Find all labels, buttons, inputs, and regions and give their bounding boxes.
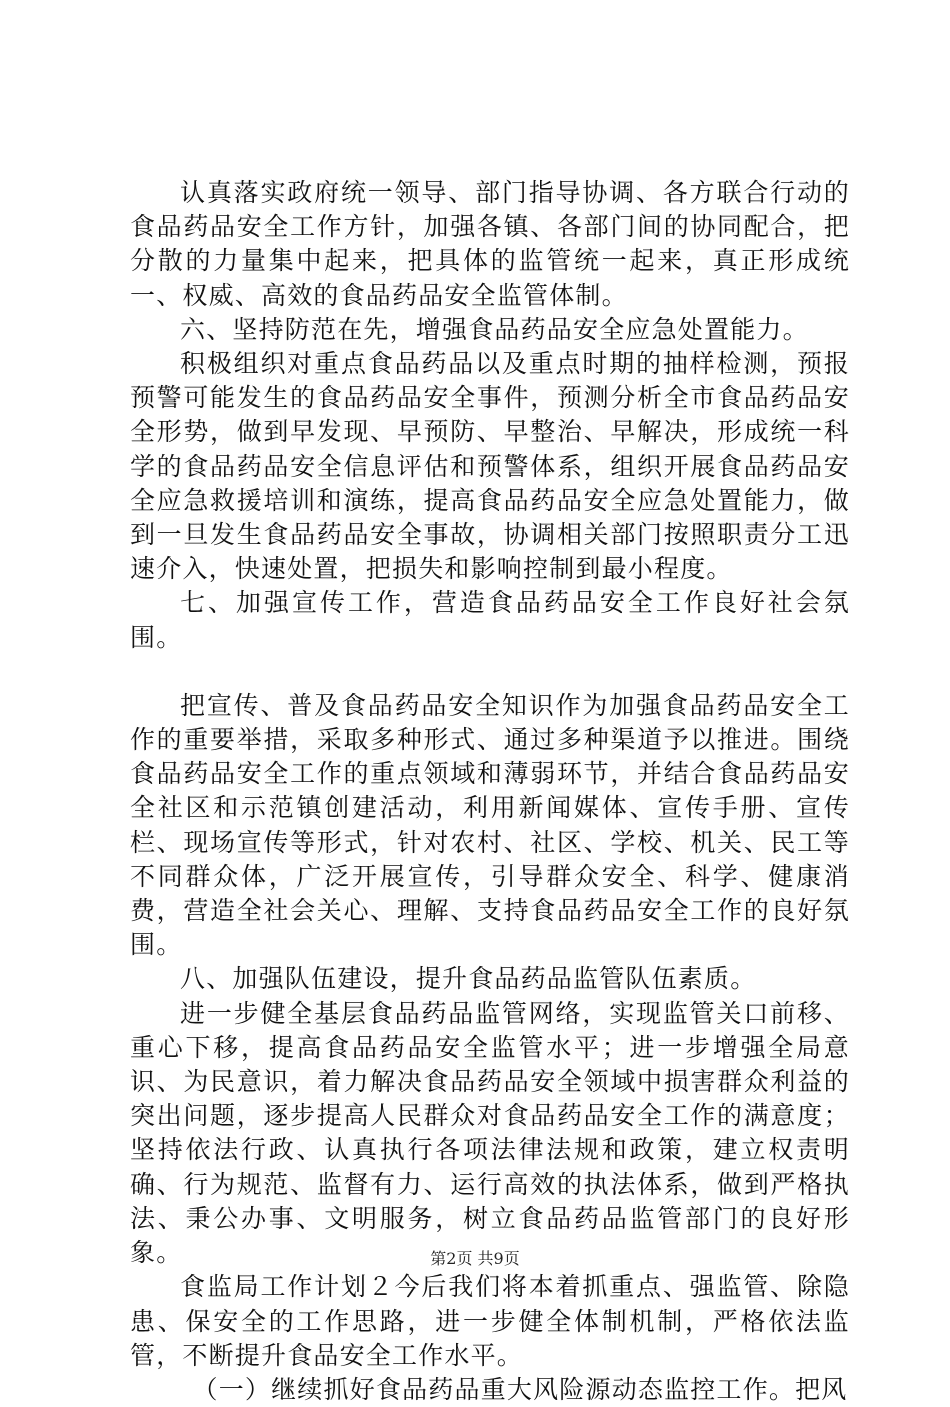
heading-six-emergency: 六、坚持防范在先，增强食品药品安全应急处置能力。 bbox=[180, 314, 809, 344]
paragraph-sampling-warning: 积极组织对重点食品药品以及重点时期的抽样检测，预报预警可能发生的食品药品安全事件，预测分析全市食品药品安全形势，做到早发现、早预防、早整治、早解决，形成统一科学的食品药品安全信息评估和预警体系，组织开展食品药品安全应急救援培训和演练，提高食品药品安全应急处置能力，做到一旦发生食品药品安全事故，协调相关部门按照职责分工迅速介入，快速处置，把损失和影响控制到最小程度。 bbox=[130, 349, 850, 584]
paragraph-supervision-system: 认真落实政府统一领导、部门指导协调、各方联合行动的食品药品安全工作方针，加强各镇、各部门间的协同配合，把分散的力量集中起来，把具体的监管统一起来，真正形成统一、权威、高效的食品药品安全监管体制。 bbox=[130, 178, 850, 310]
paragraph-team-building: 进一步健全基层食品药品监管网络，实现监管关口前移、重心下移，提高食品药品安全监管水平；进一步增强全局意识、为民意识，着力解决食品药品安全领域中损害群众利益的突出问题，逐步提高人民群众对食品药品安全工作的满意度；坚持依法行政、认真执行各项法律法规和政策，建立权责明确、行为规范、监督有力、运行高效的执法体系，做到严格执法、秉公办事、文明服务，树立食品药品监管部门的良好形象。 bbox=[130, 998, 850, 1268]
document-body bbox=[130, 176, 850, 1407]
paragraph-risk-monitoring: （一）继续抓好食品药品重大风险源动态监控工作。把风 bbox=[192, 1374, 848, 1404]
heading-seven-publicity: 七、加强宣传工作，营造食品药品安全工作良好社会氛围。 bbox=[130, 588, 850, 652]
page-footer: 第2页 共9页 bbox=[430, 1249, 520, 1268]
paragraph-publicity-measures: 把宣传、普及食品药品安全知识作为加强食品药品安全工作的重要举措，采取多种形式、通过多种渠道予以推进。围绕食品药品安全工作的重点领域和薄弱环节，并结合食品药品安全社区和示范镇创建活动，利用新闻媒体、宣传手册、宣传栏、现场宣传等形式，针对农村、社区、学校、机关、民工等不同群众体，广泛开展宣传，引导群众安全、科学、健康消费，营造全社会关心、理解、支持食品药品安全工作的良好氛围。 bbox=[130, 690, 850, 960]
paragraph-work-plan: 食监局工作计划２今后我们将本着抓重点、强监管、除隐患、保安全的工作思路，进一步健全体制机制，严格依法监管，不断提升食品安全工作水平。 bbox=[130, 1272, 850, 1370]
heading-eight-team: 八、加强队伍建设，提升食品药品监管队伍素质。 bbox=[180, 964, 757, 994]
